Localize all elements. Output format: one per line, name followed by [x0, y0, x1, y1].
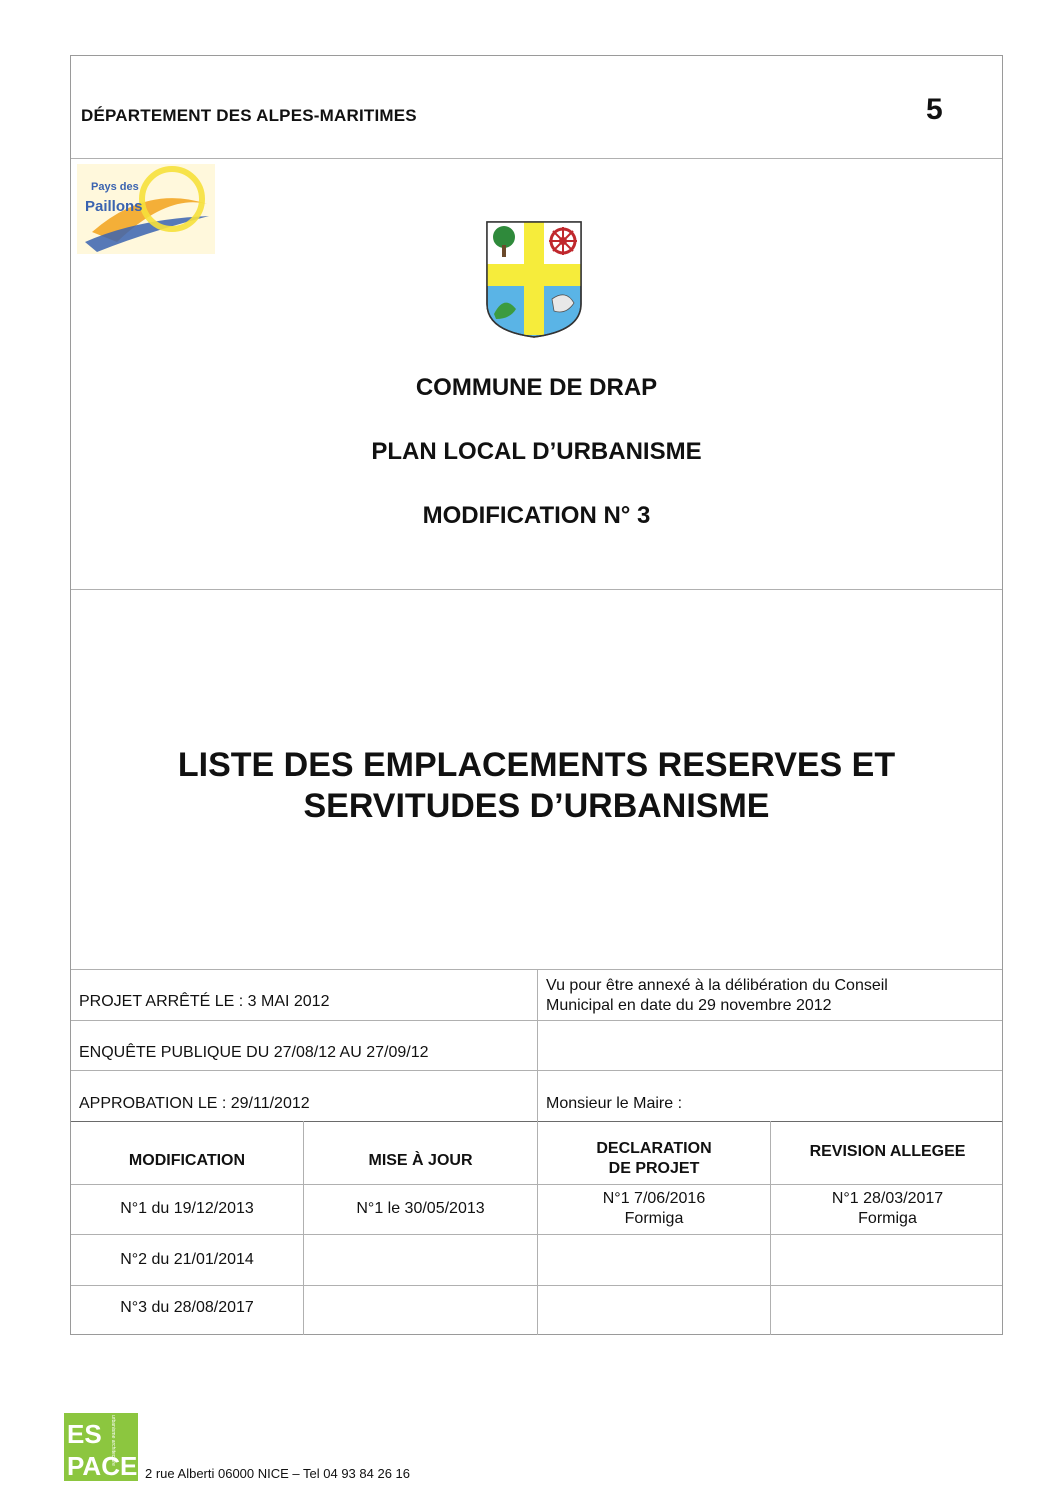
row2-modification: N°2 du 21/01/2014 [120, 1251, 254, 1268]
document-frame [70, 55, 1003, 1335]
modification-title: MODIFICATION N° 3 [422, 502, 651, 529]
commune-title: COMMUNE DE DRAP [415, 374, 658, 401]
header-declaration-line2: DE PROJET [608, 1160, 700, 1177]
espace-logo-es: ES [67, 1419, 102, 1449]
projet-arrete: PROJET ARRÊTÉ LE : 3 MAI 2012 [79, 993, 330, 1010]
row1-declaration-line1: N°1 7/06/2016 [602, 1190, 706, 1207]
enquete-publique: ENQUÊTE PUBLIQUE DU 27/08/12 AU 27/09/12 [79, 1044, 429, 1061]
header-modification: MODIFICATION [128, 1152, 246, 1169]
header-declaration [538, 1139, 770, 1179]
commune-crest [484, 219, 584, 346]
row1-revision [771, 1189, 1004, 1229]
header-revision: REVISION ALLEGEE [809, 1143, 966, 1160]
row1-mise-a-jour: N°1 le 30/05/2013 [356, 1200, 485, 1217]
divider [71, 158, 1002, 159]
approbation: APPROBATION LE : 29/11/2012 [79, 1095, 310, 1112]
column-divider [537, 969, 538, 1121]
main-title-line2: SERVITUDES D’URBANISME [303, 787, 770, 825]
header-declaration-line1: DECLARATION [596, 1140, 712, 1157]
espace-logo-side: urbanisme architecture [110, 1415, 116, 1466]
divider [71, 589, 1002, 590]
maire-signature-label: Monsieur le Maire : [546, 1095, 683, 1112]
row1-revision-line1: N°1 28/03/2017 [831, 1190, 944, 1207]
deliberation-note [546, 976, 888, 1016]
paillons-logo-line1: Pays des [91, 181, 139, 193]
espace-logo [64, 1413, 138, 1486]
row1-modification: N°1 du 19/12/2013 [120, 1200, 254, 1217]
paillons-logo-line2: Paillons [85, 198, 143, 215]
deliberation-note-line1: Vu pour être annexé à la délibération du Conseil [546, 977, 888, 994]
main-title-line1: LISTE DES EMPLACEMENTS RESERVES ET [177, 746, 896, 784]
row1-declaration [538, 1189, 770, 1229]
footer-address: 2 rue Alberti 06000 NICE – Tel 04 93 84 26 16 [145, 1466, 411, 1481]
document-number: 5 [926, 93, 943, 126]
plan-title: PLAN LOCAL D’URBANISME [371, 438, 702, 465]
deliberation-note-line2: Municipal en date du 29 novembre 2012 [546, 997, 832, 1014]
row3-modification: N°3 du 28/08/2017 [120, 1299, 254, 1316]
row1-revision-line2: Formiga [858, 1210, 917, 1227]
row1-declaration-line2: Formiga [624, 1210, 684, 1227]
paillons-logo [77, 164, 215, 254]
header-mise-a-jour: MISE À JOUR [368, 1152, 473, 1169]
department-title: DÉPARTEMENT DES ALPES-MARITIMES [81, 106, 417, 125]
espace-logo-pace: PACE [67, 1451, 138, 1481]
main-title [71, 745, 1002, 827]
